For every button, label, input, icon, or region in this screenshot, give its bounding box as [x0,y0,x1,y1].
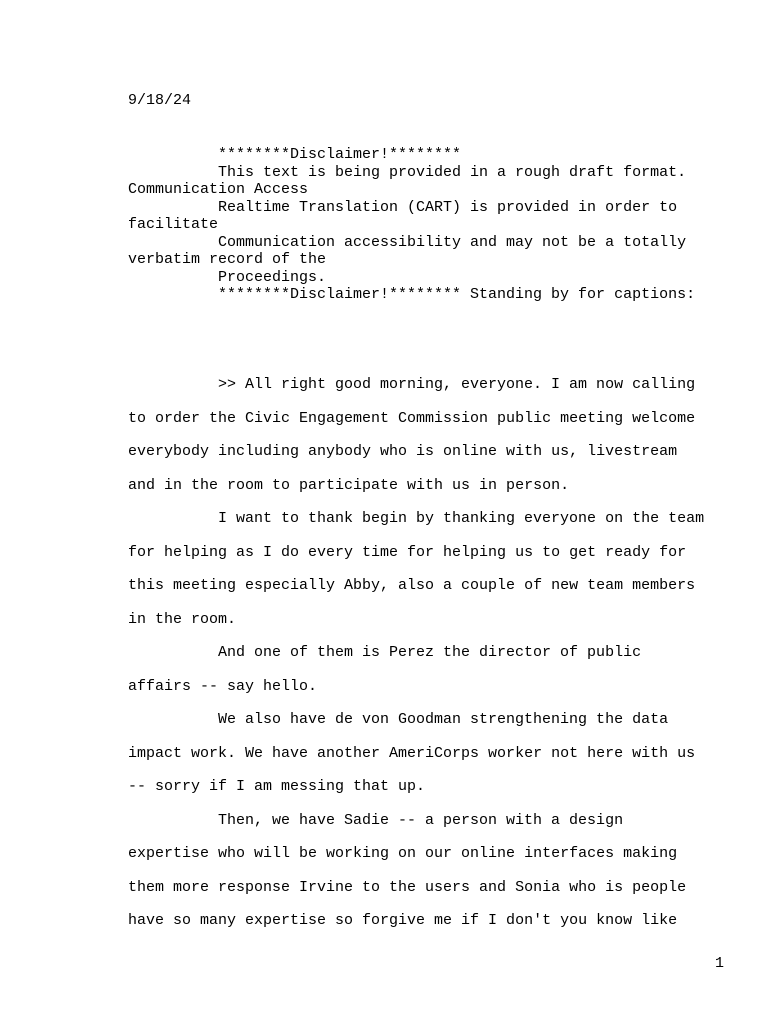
disclaimer-line: Communication accessibility and may not be a totally verbatim record of the [128,233,687,268]
transcript-paragraph: I want to thank begin by thanking everyone on the team for helping as I do every time for helping us to get ready for this meeting especially Abby, also a couple of new team members in the room. [128,510,705,628]
disclaimer-line: Proceedings. [218,268,327,286]
transcript-body [128,368,708,938]
document-date: 9/18/24 [128,92,192,109]
transcript-paragraph: >> All right good morning, everyone. I am now calling to order the Civic Engagement Commission public meeting welcome everybody including anybody who is online with us, livestream and in the room to participate with us in person. [128,376,696,494]
transcript-paragraph: And one of them is Perez the director of public affairs -- say hello. [128,644,642,695]
page-number: 1 [714,955,724,972]
transcript-paragraph: We also have de von Goodman strengthening the data impact work. We have another AmeriCorps worker not here with us -- sorry if I am messing that up. [128,711,696,795]
disclaimer-block [128,146,728,304]
transcript-paragraph: Then, we have Sadie -- a person with a design expertise who will be working on our online interfaces making them more response Irvine to the users and Sonia who is people have so many expertise so forgive me if I don't you know like [128,811,687,929]
disclaimer-line: This text is being provided in a rough draft format. Communication Access [128,163,687,198]
disclaimer-line: ********Disclaimer!******** Standing by for captions: [218,286,696,303]
disclaimer-line: ********Disclaimer!******** [218,146,462,163]
disclaimer-line: Realtime Translation (CART) is provided in order to facilitate [128,198,678,233]
